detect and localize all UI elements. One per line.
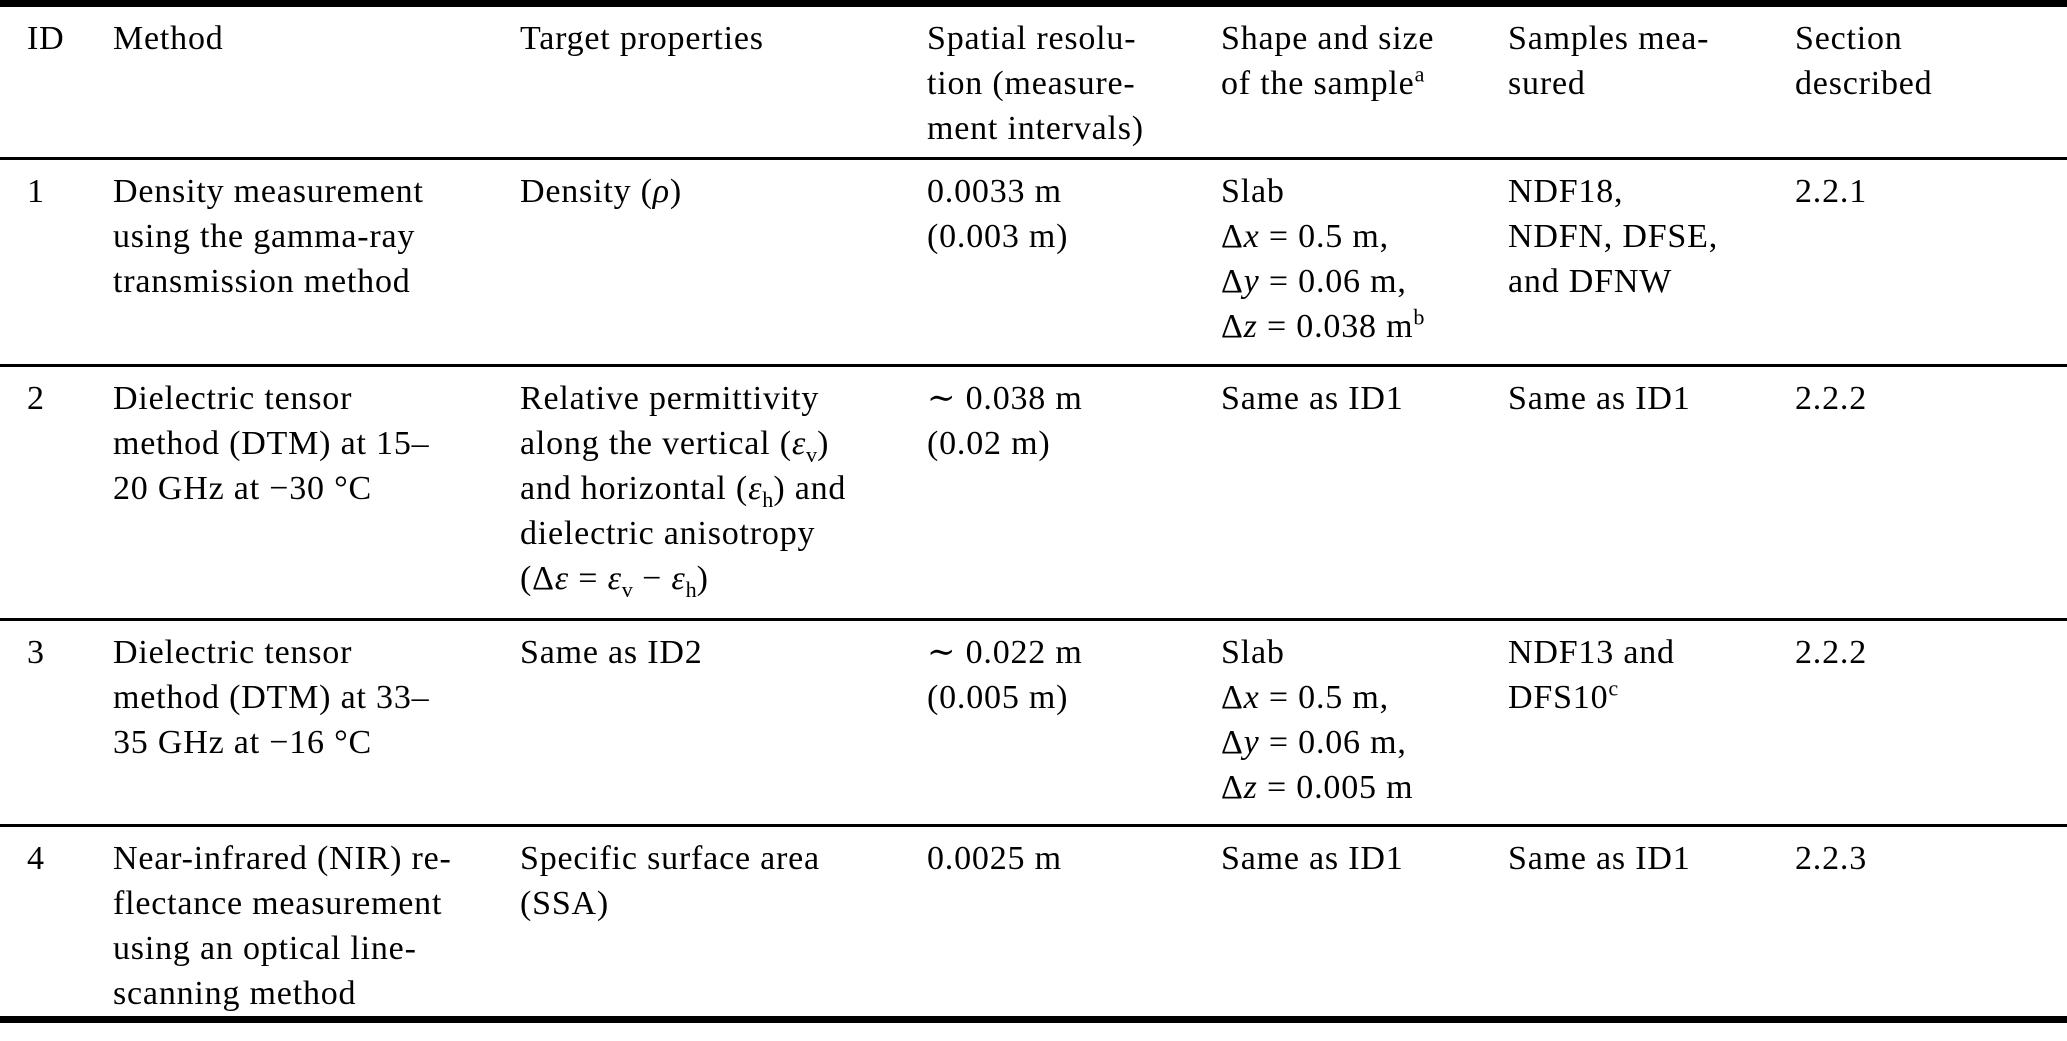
cell-shape-and-size: Same as ID1 xyxy=(1221,380,1404,417)
cell-target-properties: Density (ρ) xyxy=(520,173,683,210)
cell-samples-measured: NDF13 and DFS10$^c$ xyxy=(1508,634,1675,716)
header-row xyxy=(0,4,2067,159)
table-row xyxy=(0,620,2067,826)
cell-section-described: 2.2.2 xyxy=(1795,380,1867,417)
cell-method: Near-infrared (NIR) re- flectance measurement using an optical line- scanning method xyxy=(113,840,452,1012)
cell-id: 2 xyxy=(27,380,45,417)
cell-shape-and-size: Slab Δx = 0.5 m, Δy = 0.06 m, Δz = 0.038 $m^b$ xyxy=(1221,173,1425,345)
cell-shape-and-size: Slab Δx = 0.5 m, Δy = 0.06 m, Δz = 0.005 m xyxy=(1221,634,1414,806)
cell-target-properties: Relative permittivity along the vertical $(\varepsilon_v)$ and horizontal $(\varepsilon_h)$ and dielectric anisotropy $(\Delta\varepsilon = \varepsilon_v - \varepsilon_h)$ xyxy=(520,380,847,602)
cell-target-properties: Specific surface area (SSA) xyxy=(520,840,820,922)
cell-id: 3 xyxy=(27,634,45,671)
cell-id: 4 xyxy=(27,840,45,877)
header-id: ID xyxy=(27,20,65,57)
cell-spatial-resolution: 0.0025 m xyxy=(927,840,1062,877)
table-row xyxy=(0,159,2067,366)
cell-section-described: 2.2.3 xyxy=(1795,840,1867,877)
cell-samples-measured: Same as ID1 xyxy=(1508,840,1691,877)
cell-shape-and-size: Same as ID1 xyxy=(1221,840,1404,877)
cell-section-described: 2.2.2 xyxy=(1795,634,1867,671)
header-samples-measured: Samples mea- sured xyxy=(1508,20,1710,102)
cell-samples-measured: NDF18, NDFN, DFSE, and DFNW xyxy=(1508,173,1719,300)
cell-target-properties: Same as ID2 xyxy=(520,634,703,671)
cell-method: Dielectric tensor method (DTM) at 15– 20 GHz at −30 °C xyxy=(113,380,430,507)
cell-id: 1 xyxy=(27,173,45,210)
cell-spatial-resolution: 0.0033 m (0.003 m) xyxy=(927,173,1069,255)
cell-spatial-resolution: ∼ 0.022 m (0.005 m) xyxy=(927,634,1083,716)
cell-method: Dielectric tensor method (DTM) at 33– 35 GHz at −16 °C xyxy=(113,634,430,761)
header-target-properties: Target properties xyxy=(520,20,764,57)
header-shape-and-size: Shape and size of the sample$^a$ xyxy=(1221,20,1435,102)
cell-section-described: 2.2.1 xyxy=(1795,173,1867,210)
header-section-described: Section described xyxy=(1795,20,1933,102)
table-row xyxy=(0,826,2067,1020)
cell-samples-measured: Same as ID1 xyxy=(1508,380,1691,417)
cell-method: Density measurement using the gamma-ray transmission method xyxy=(113,173,424,300)
header-method: Method xyxy=(113,20,224,57)
table-row xyxy=(0,366,2067,620)
cell-spatial-resolution: ∼ 0.038 m (0.02 m) xyxy=(927,380,1083,462)
header-spatial-resolution: Spatial resolu- tion (measure- ment intervals) xyxy=(927,20,1144,147)
